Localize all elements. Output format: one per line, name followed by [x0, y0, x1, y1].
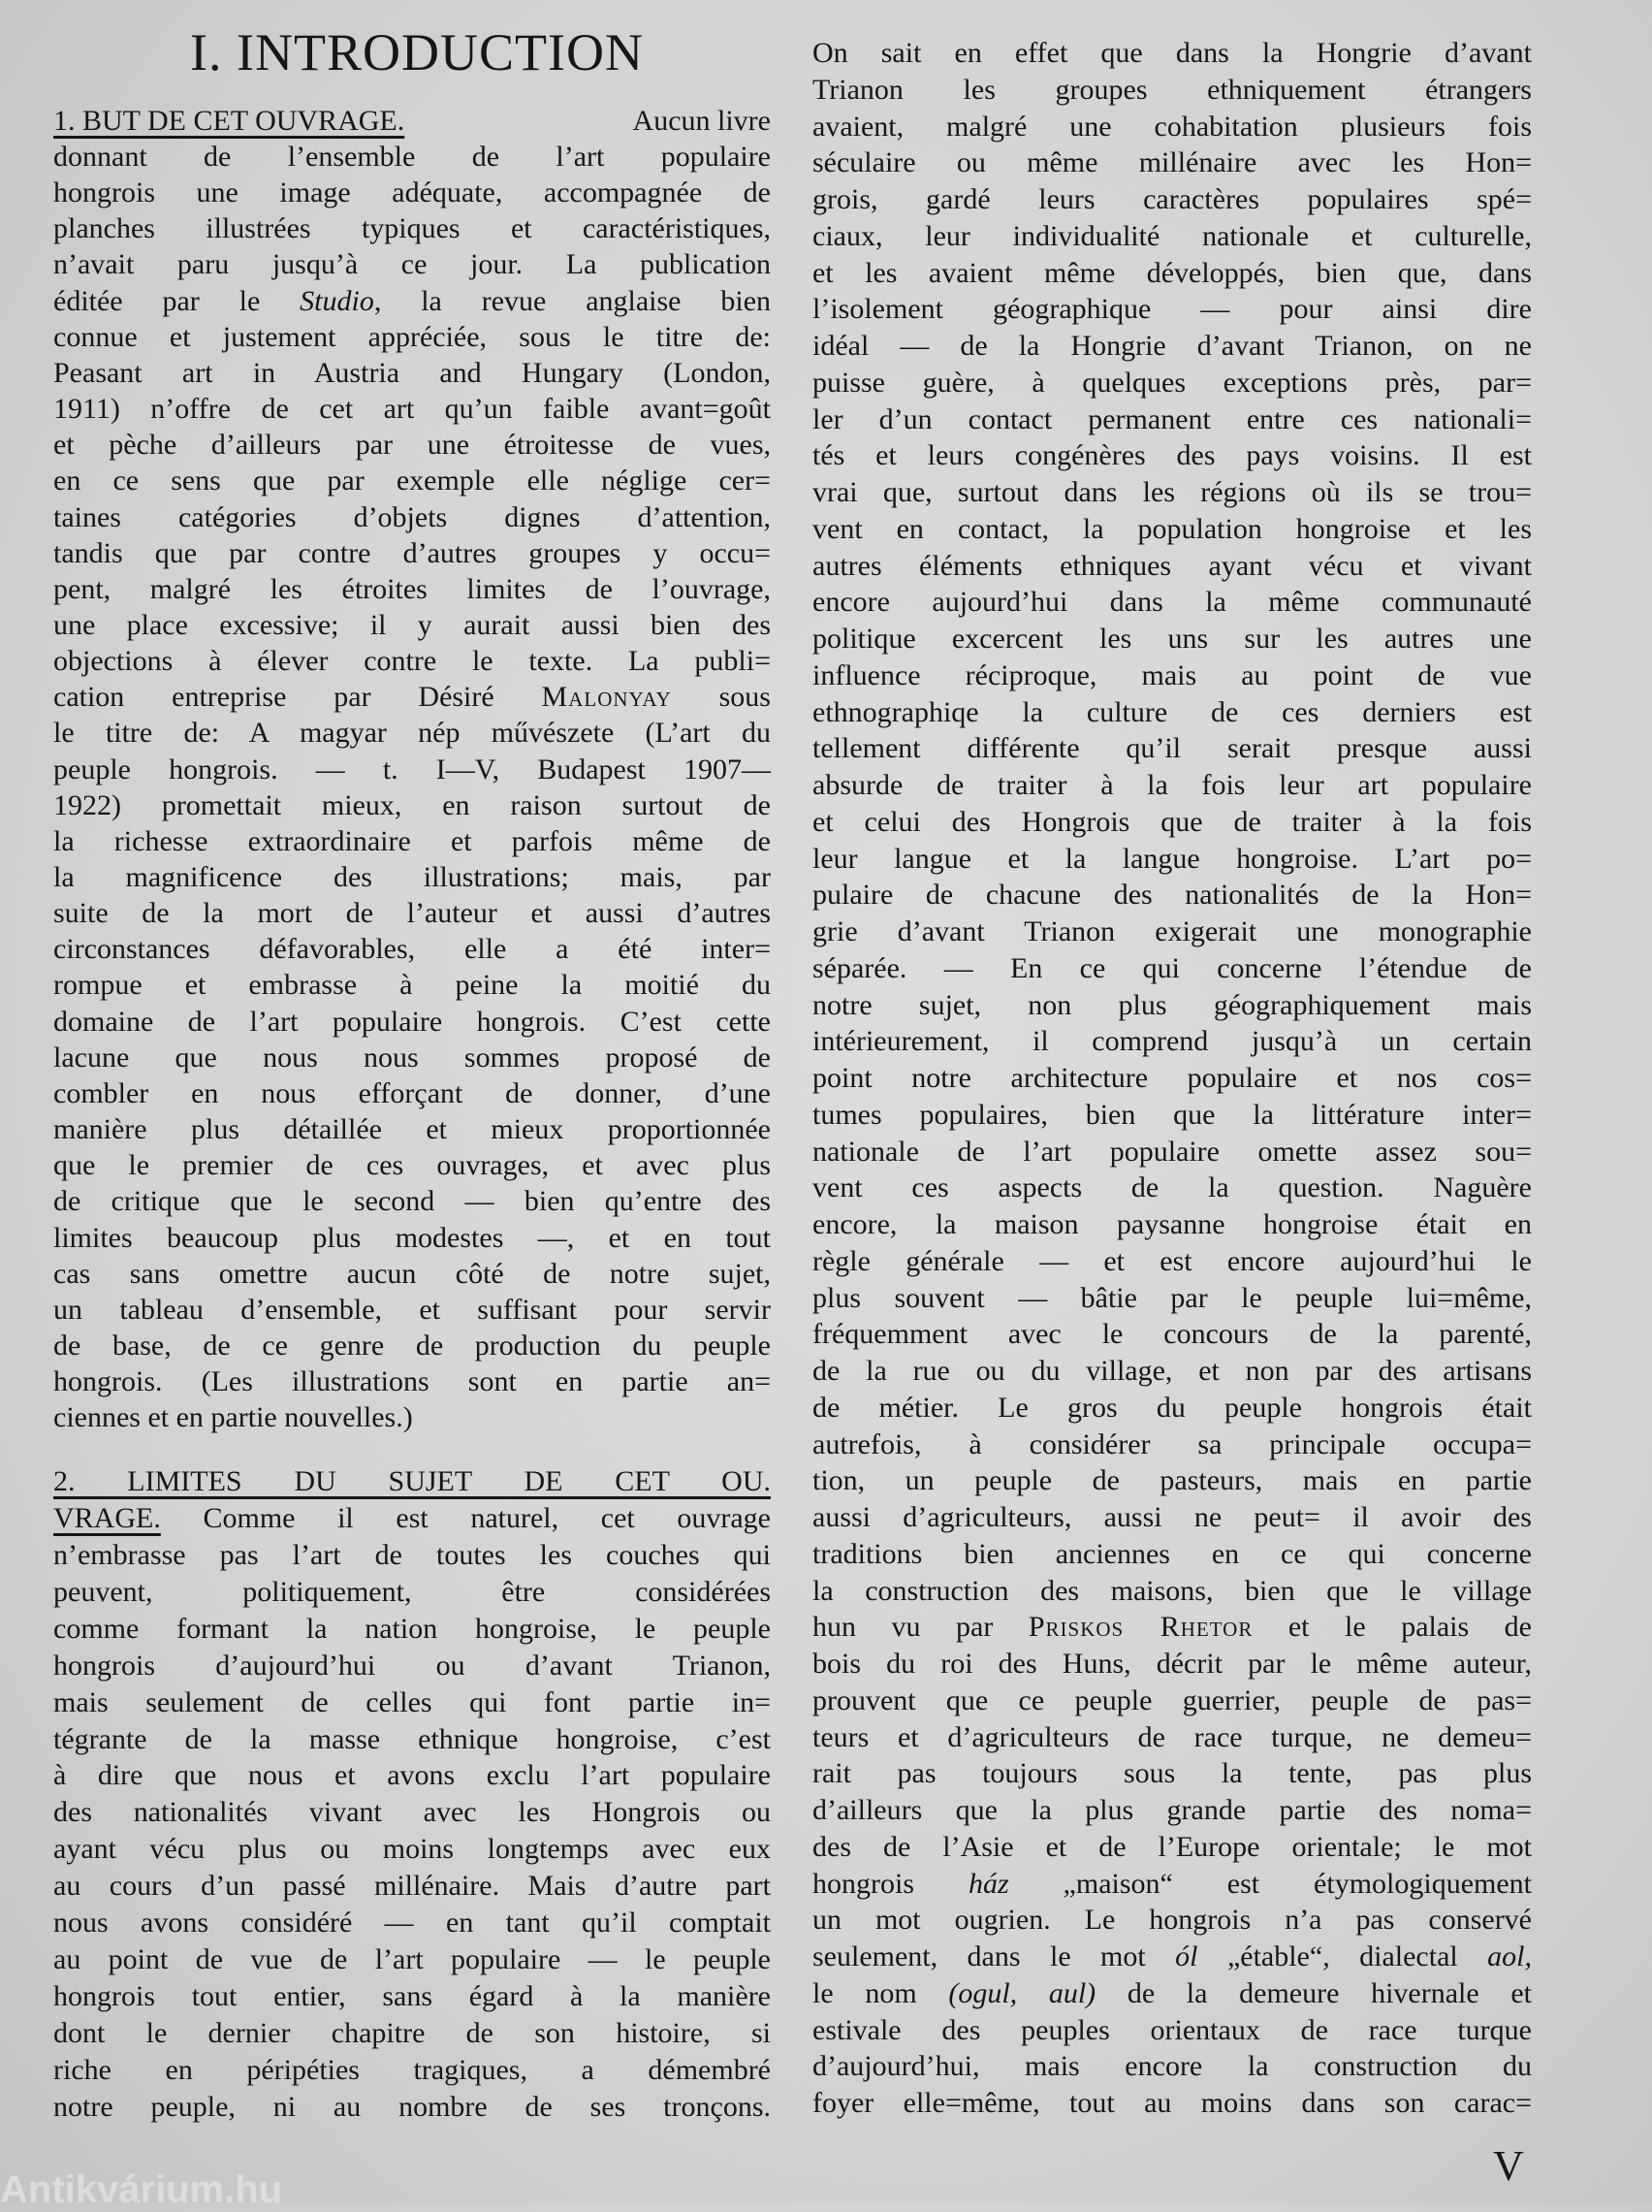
text-line: aussi d’agriculteurs, aussi ne peut= il avoir des	[812, 1501, 1532, 1533]
text-line: encore aujourd’hui dans la même communauté	[812, 586, 1532, 619]
text-line: tion, un peuple de pasteurs, mais en partie	[812, 1464, 1532, 1497]
text-line: peuple hongrois. — t. I—V, Budapest 1907—	[53, 753, 771, 785]
text-line: séculaire ou même millénaire avec les Hon=	[812, 146, 1532, 179]
text-line: ciennes et en partie nouvelles.)	[53, 1401, 413, 1434]
text-segment: „étable“, dialectal	[1197, 1940, 1488, 1972]
text-line: teurs et d’agriculteurs de race turque, ne demeu=	[812, 1720, 1532, 1753]
text-line: n’embrasse pas l’art de toutes les couches qui	[53, 1539, 771, 1571]
text-line: autrefois, à considérer sa principale occupa=	[812, 1427, 1532, 1460]
small-caps-name: Priskos Rhetor	[1028, 1611, 1254, 1644]
text-line: à dire que nous et avons exclu l’art populaire	[53, 1759, 771, 1792]
left-column	[53, 0, 771, 2133]
text-line: d’ailleurs que la plus grande partie des noma=	[812, 1794, 1532, 1826]
text-line: que le premier de ces ouvrages, et avec plus	[53, 1149, 771, 1182]
text-segment: hongrois	[812, 1867, 969, 1900]
text-line: Trianon les groupes ethniquement étrangers	[812, 73, 1532, 106]
text-line: tumes populaires, bien que la littérature inter=	[812, 1098, 1532, 1131]
text-segment: le nom	[812, 1976, 949, 2009]
text-line: autres éléments ethniques ayant vécu et vivant	[812, 549, 1532, 582]
text-line: intérieurement, il comprend jusqu’à un certain	[812, 1025, 1532, 1058]
text-line: donnant de l’ensemble de l’art populaire	[53, 141, 771, 173]
text-line: grois, gardé leurs caractères populaires spé=	[812, 183, 1532, 215]
text-line: la magnificence des illustrations; mais, par	[53, 861, 771, 893]
section1-heading-line	[53, 103, 771, 139]
text-line: comme formant la nation hongroise, le peuple	[53, 1612, 771, 1645]
text-line: au point de vue de l’art populaire — le peuple	[53, 1942, 771, 1975]
text-line: hongrois tout entier, sans égard à la manière	[53, 1979, 771, 2012]
text-line: point notre architecture populaire et nos cos=	[812, 1062, 1532, 1094]
text-line: cas sans omettre aucun côté de notre sujet,	[53, 1257, 771, 1290]
text-line: Peasant art in Austria and Hungary (London,	[53, 356, 771, 389]
text-line: au cours d’un passé millénaire. Mais d’autre part	[53, 1870, 771, 1903]
text-line: ler d’un contact permanent entre ces nationali=	[812, 402, 1532, 435]
text-line: 1922) promettait mieux, en raison surtout de	[53, 788, 771, 821]
text-line: avaient, malgré une cohabitation plusieurs fois	[812, 110, 1532, 143]
text-line: leur langue et la langue hongroise. L’art po=	[812, 842, 1532, 875]
text-line: séparée. — En ce qui concerne l’étendue de	[812, 951, 1532, 984]
text-line: limites beaucoup plus modestes —, et en tout	[53, 1221, 771, 1254]
section2-heading-line	[53, 1463, 771, 1499]
text-line: vent en contact, la population hongroise et les	[812, 512, 1532, 545]
text-line: hongrois d’aujourd’hui ou d’avant Trianon,	[53, 1649, 771, 1682]
text-segment: et le palais de	[1253, 1611, 1532, 1644]
text-line: tandis que par contre d’autres groupes y occu=	[53, 536, 771, 569]
text-line: ciaux, leur individualité nationale et culturelle,	[812, 219, 1532, 252]
italic-text: Studio	[300, 284, 374, 317]
text-line: hongrois une image adéquate, accompagnée de	[53, 176, 771, 209]
text-line: notre sujet, non plus géographiquement mais	[812, 988, 1532, 1021]
italic-text: aol,	[1487, 1940, 1533, 1972]
text-line: l’isolement géographique — pour ainsi dire	[812, 293, 1532, 326]
text-line: notre peuple, ni au nombre de ses tronçons.	[53, 2090, 771, 2123]
section2-heading: 2. LIMITES DU SUJET DE CET OU.	[53, 1465, 771, 1497]
text-segment: cation entreprise par Désiré	[53, 681, 542, 714]
text-line: idéal — de la Hongrie d’avant Trianon, on ne	[812, 330, 1532, 362]
text-line: objections à élever contre le texte. La publi=	[53, 645, 771, 678]
page-number: V	[1493, 2142, 1524, 2190]
text-line: hongrois. (Les illustrations sont en partie an=	[53, 1365, 771, 1398]
italic-text: ház	[968, 1867, 1009, 1900]
text-line: traditions bien anciennes en ce qui concerne	[812, 1537, 1532, 1570]
text-line	[53, 283, 771, 319]
text-line: domaine de l’art populaire hongrois. C’est cette	[53, 1005, 771, 1038]
text-line: et pèche d’ailleurs par une étroitesse de vues,	[53, 429, 771, 462]
text-line	[812, 1866, 1532, 1902]
text-line: d’aujourd’hui, mais encore la construction du	[812, 2050, 1532, 2083]
text-line: estivale des peuples orientaux de race turque	[812, 2013, 1532, 2046]
text-line: une place excessive; il y aurait aussi bien des	[53, 608, 771, 641]
text-line: rompue et embrasse à peine la moitié du	[53, 969, 771, 1002]
text-segment: éditée par le	[53, 284, 301, 317]
text-line: planches illustrées typiques et caractéristiques,	[53, 212, 771, 245]
text-line: de la rue ou du village, et non par des artisans	[812, 1355, 1532, 1387]
text-line: grie d’avant Trianon exigerait une monographie	[812, 915, 1532, 947]
text-line	[812, 1609, 1532, 1645]
text-line: prouvent que ce peuple guerrier, peuple de pas=	[812, 1683, 1532, 1716]
text-segment: , la revue anglaise bien	[373, 284, 772, 317]
text-line: lacune que nous nous sommes proposé de	[53, 1041, 771, 1074]
text-line	[812, 1975, 1532, 2011]
italic-text: (ogul, aul)	[948, 1976, 1096, 2009]
text-line: absurde de traiter à la fois leur art populaire	[812, 769, 1532, 801]
text-line: politique excercent les uns sur les autres une	[812, 623, 1532, 655]
text-line: en ce sens que par exemple elle néglige cer=	[53, 465, 771, 497]
text-line: connue et justement appréciée, sous le titre de:	[53, 320, 771, 353]
text-line: des de l’Asie et de l’Europe orientale; le mot	[812, 1830, 1532, 1863]
section2-heading-text: Comme il est naturel, cet ouvrage	[160, 1502, 771, 1534]
text-segment: seulement, dans le mot	[812, 1940, 1176, 1972]
text-line: et les avaient même développés, bien que, dans	[812, 256, 1532, 289]
text-line: pent, malgré les étroites limites de l’ouvrage,	[53, 572, 771, 605]
text-line: dont le dernier chapitre de son histoire, si	[53, 2016, 771, 2049]
text-line: manière plus détaillée et mieux proportionnée	[53, 1113, 771, 1146]
text-line: encore, la maison paysanne hongroise était en	[812, 1208, 1532, 1240]
text-segment: „maison“ est étymologiquement	[1008, 1867, 1532, 1900]
text-line: vrai que, surtout dans les régions où ils se trou=	[812, 476, 1532, 508]
text-line: combler en nous efforçant de donner, d’une	[53, 1076, 771, 1109]
text-line: ethnographiqe la culture de ces derniers est	[812, 695, 1532, 728]
text-line: un mot ougrien. Le hongrois n’a pas conservé	[812, 1904, 1532, 1937]
text-line: foyer elle=même, tout au moins dans son carac=	[812, 2087, 1532, 2119]
text-line: bois du roi des Huns, décrit par le même auteur,	[812, 1648, 1532, 1680]
text-line: la construction des maisons, bien que le village	[812, 1574, 1532, 1607]
text-line: tellement différente qu’il serait presque aussi	[812, 732, 1532, 765]
text-line: de base, de ce genre de production du peuple	[53, 1329, 771, 1362]
text-line: nationale de l’art populaire omette assez sou=	[812, 1135, 1532, 1168]
watermark: Antikvárium.hu	[0, 2168, 283, 2211]
small-caps-name: Malonyay	[541, 681, 672, 714]
text-line: tés et leurs congénères des pays voisins. Il est	[812, 439, 1532, 472]
text-line: plus souvent — bâtie par le peuple lui=même,	[812, 1281, 1532, 1314]
text-line: tégrante de la masse ethnique hongroise, c’est	[53, 1722, 771, 1755]
text-line: vent ces aspects de la question. Naguère	[812, 1171, 1532, 1204]
text-line: le titre de: A magyar nép művészete (L’art du	[53, 717, 771, 750]
text-line: puisse guère, à quelques exceptions près, par=	[812, 366, 1532, 399]
text-line: de critique que le second — bien qu’entre des	[53, 1185, 771, 1218]
text-line: influence réciproque, mais au point de vue	[812, 658, 1532, 691]
section2-heading-cont: VRAGE.	[53, 1502, 161, 1534]
italic-text: ól	[1175, 1940, 1198, 1972]
text-line: 1911) n’offre de cet art qu’un faible avant=goût	[53, 393, 771, 426]
text-line: circonstances défavorables, elle a été inter=	[53, 933, 771, 966]
text-line: n’avait paru jusqu’à ce jour. La publication	[53, 248, 771, 281]
text-segment: hun vu par	[812, 1611, 1029, 1644]
section2-heading-continuation	[53, 1500, 771, 1536]
text-line: fréquemment avec le concours de la parenté,	[812, 1318, 1532, 1351]
text-line: règle générale — et est encore aujourd’hui le	[812, 1244, 1532, 1277]
text-line: taines catégories d’objets dignes d’attention,	[53, 500, 771, 533]
text-line: et celui des Hongrois que de traiter à la fois	[812, 805, 1532, 838]
section1-heading: 1. BUT DE CET OUVRAGE.	[53, 105, 405, 137]
text-line: des nationalités vivant avec les Hongrois ou	[53, 1796, 771, 1829]
text-line: rait pas toujours sous la tente, pas plus	[812, 1757, 1532, 1790]
text-line: de métier. Le gros du peuple hongrois était	[812, 1391, 1532, 1424]
text-line	[812, 1939, 1532, 1974]
text-segment: de la demeure hivernale et	[1096, 1976, 1532, 2009]
text-line: suite de la mort de l’auteur et aussi d’autres	[53, 897, 771, 930]
text-line: mais seulement de celles qui font partie in=	[53, 1685, 771, 1718]
text-line: peuvent, politiquement, être considérées	[53, 1575, 771, 1608]
right-column	[812, 0, 1532, 2133]
chapter-title: I. INTRODUCTION	[190, 23, 644, 81]
text-line: ayant vécu plus ou moins longtemps avec eux	[53, 1833, 771, 1866]
text-line: la richesse extraordinaire et parfois même de	[53, 824, 771, 857]
text-line: un tableau d’ensemble, et suffisant pour servir	[53, 1293, 771, 1326]
text-line: On sait en effet que dans la Hongrie d’avant	[812, 37, 1532, 69]
section1-heading-text: Aucun livre	[632, 105, 771, 137]
text-line: nous avons considéré — en tant qu’il comptait	[53, 1907, 771, 1939]
text-line: pulaire de chacune des nationalités de la Hon=	[812, 879, 1532, 912]
text-line: riche en péripéties tragiques, a démembré	[53, 2053, 771, 2086]
text-segment: sous	[671, 681, 771, 714]
text-line	[53, 679, 771, 715]
